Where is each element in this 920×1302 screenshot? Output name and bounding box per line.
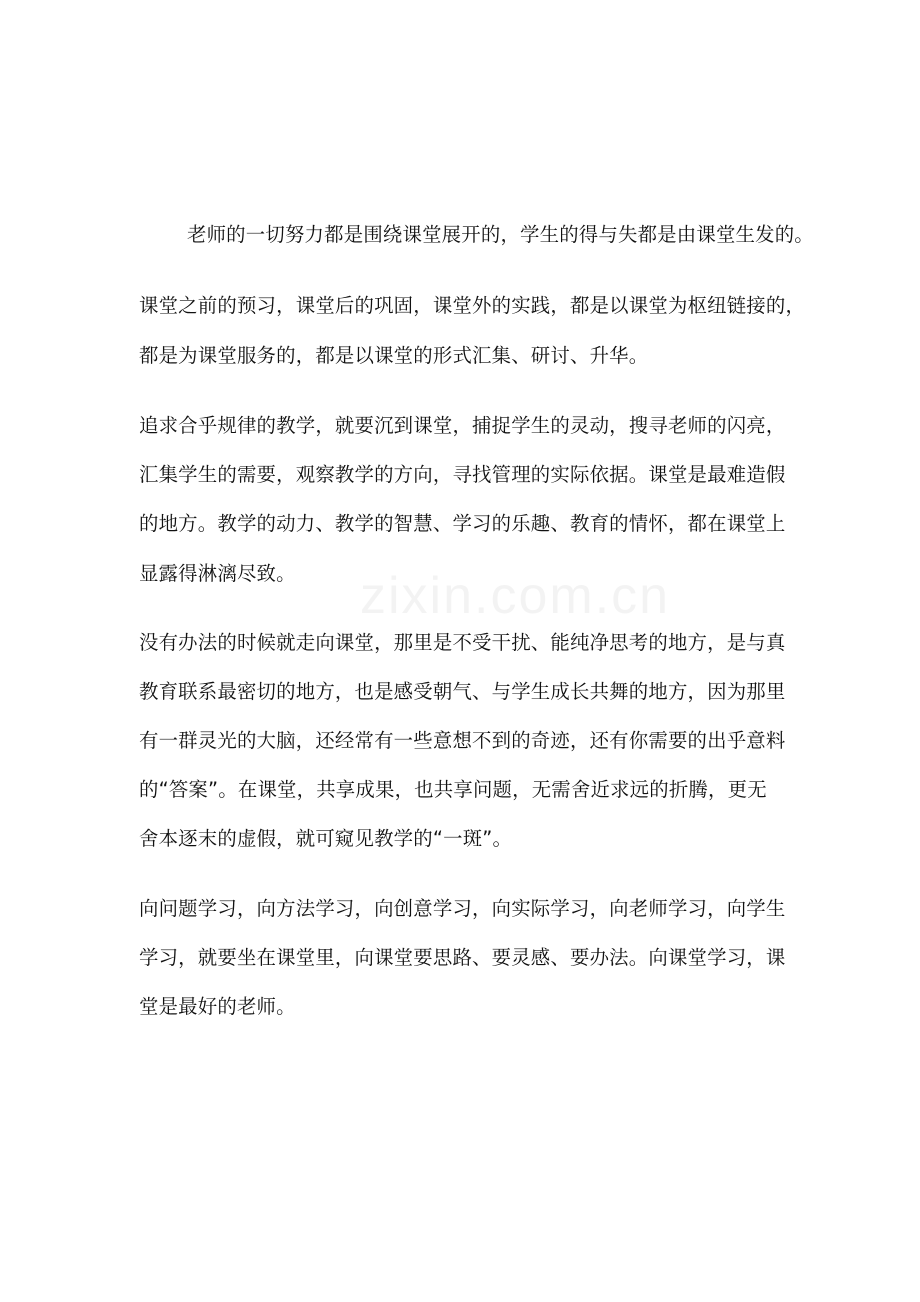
paragraph-3-line-3: 的地方。教学的动力、教学的智慧、学习的乐趣、教育的情怀，都在课堂上 — [139, 512, 786, 535]
watermark — [360, 566, 670, 626]
paragraph-4-line-2: 教育联系最密切的地方，也是感受朝气、与学生成长共舞的地方，因为那里 — [139, 680, 786, 703]
paragraph-5-line-2: 学习，就要坐在课堂里，向课堂要思路、要灵感、要办法。向课堂学习，课 — [139, 946, 786, 969]
paragraph-5-line-1: 向问题学习，向方法学习，向创意学习，向实际学习，向老师学习，向学生 — [139, 897, 786, 920]
paragraph-4-line-5: 舍本逐末的虚假，就可窥见教学的“一斑”。 — [139, 827, 513, 850]
paragraph-3-line-2: 汇集学生的需要，观察教学的方向，寻找管理的实际依据。课堂是最难造假 — [139, 463, 786, 486]
paragraph-3-line-1: 追求合乎规律的教学，就要沉到课堂，捕捉学生的灵动，搜寻老师的闪亮， — [139, 414, 786, 437]
paragraph-4-line-3: 有一群灵光的大脑，还经常有一些意想不到的奇迹，还有你需要的出乎意料 — [139, 729, 786, 752]
paragraph-4-line-1: 没有办法的时候就走向课堂，那里是不受干扰、能纯净思考的地方，是与真 — [139, 631, 786, 654]
paragraph-1-line-1: 老师的一切努力都是围绕课堂展开的，学生的得与失都是由课堂生发的。 — [187, 223, 814, 246]
paragraph-2-line-2: 都是为课堂服务的，都是以课堂的形式汇集、研讨、升华。 — [139, 344, 649, 367]
paragraph-5-line-3: 堂是最好的老师。 — [139, 995, 296, 1018]
paragraph-3-line-4: 显露得淋漓尽致。 — [139, 562, 296, 585]
paragraph-4-line-4: 的“答案”。在课堂，共享成果，也共享问题，无需舍近求远的折腾，更无 — [139, 778, 767, 801]
paragraph-2-line-1: 课堂之前的预习，课堂后的巩固，课堂外的实践，都是以课堂为枢纽链接的， — [139, 294, 806, 317]
